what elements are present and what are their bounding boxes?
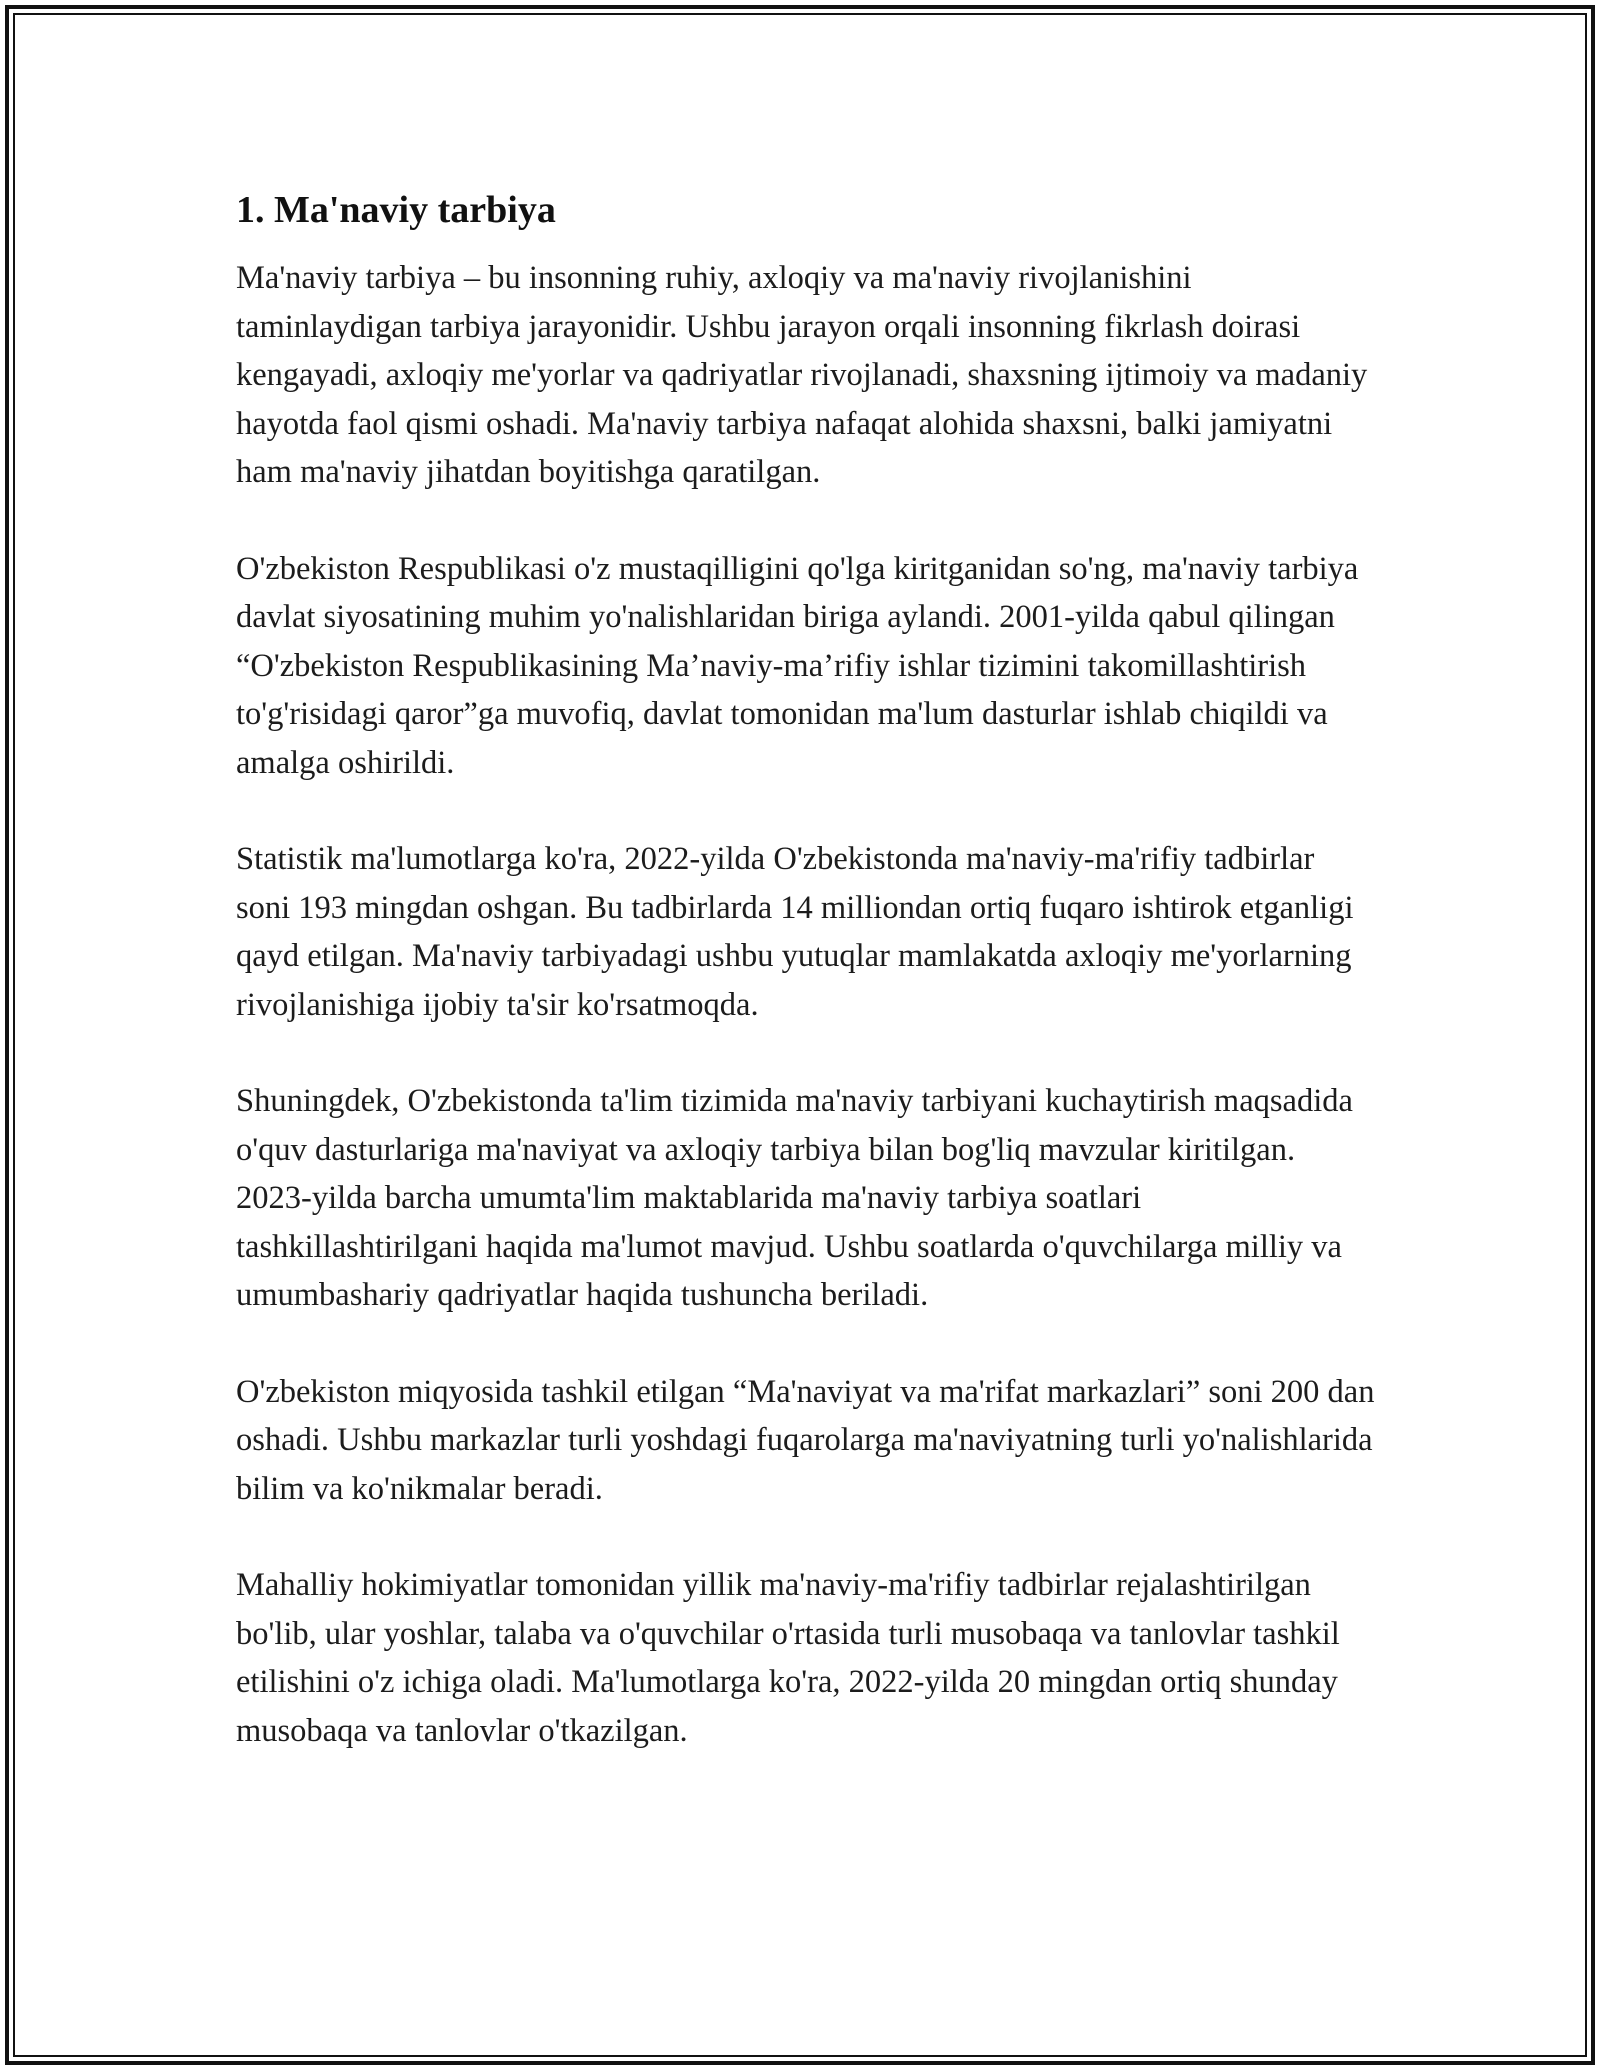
paragraph-education: Shuningdek, O'zbekistonda ta'lim tizimida ma'naviy tarbiyani kuchaytirish maqsadida o'quv dasturlariga ma'naviyat va axloqiy tarbiya bilan bog'liq mavzular kiritilgan. 2023-yilda barcha umumta'lim maktablarida ma'naviy tarbiya soatlari tashkillashtirilgani haqida ma'lumot mavjud. Ushbu soatlarda o'quvchilarga milliy va umumbashariy qadriyatlar haqida tushuncha beriladi.: [236, 1083, 1353, 1313]
paragraph-definition: Ma'naviy tarbiya – bu insonning ruhiy, axloqiy va ma'naviy rivojlanishini taminlaydigan tarbiya jarayonidir. Ushbu jarayon orqali insonning fikrlash doirasi kengayadi, axloqiy me'yorlar va qadriyatlar rivojlanadi, shaxsning ijtimoiy va madaniy hayotda faol qismi oshadi. Ma'naviy tarbiya nafaqat alohida shaxsni, balki jamiyatni ham ma'naviy jihatdan boyitishga qaratilgan.: [236, 260, 1368, 490]
section-title: 1. Ma'naviy tarbiya: [236, 189, 556, 231]
paragraph-local-events: Mahalliy hokimiyatlar tomonidan yillik ma'naviy-ma'rifiy tadbirlar rejalashtirilgan bo'lib, ular yoshlar, talaba va o'quvchilar o'rtasida turli musobaqa va tanlovlar tashkil etilishini o'z ichiga oladi. Ma'lumotlarga ko'ra, 2022-yilda 20 mingdan ortiq shunday musobaqa va tanlovlar o'tkazilgan.: [236, 1567, 1340, 1749]
paragraph-centers: O'zbekiston miqyosida tashkil etilgan “Ma'naviyat va ma'rifat markazlari” soni 200 dan oshadi. Ushbu markazlar turli yoshdagi fuqarolarga ma'naviyatning turli yo'nalishlarida bilim va ko'nikmalar beradi.: [236, 1373, 1375, 1507]
document-body: [236, 186, 1376, 1803]
paragraph-state-policy: O'zbekiston Respublikasi o'z mustaqilligini qo'lga kiritganidan so'ng, ma'naviy tarbiya davlat siyosatining muhim yo'nalishlaridan biriga aylandi. 2001-yilda qabul qilingan “O'zbekiston Respublikasining Ma’naviy-ma’rifiy ishlar tizimini takomillashtirish to'g'risidagi qaror”ga muvofiq, davlat tomonidan ma'lum dasturlar ishlab chiqildi va amalga oshirildi.: [236, 550, 1359, 781]
paragraph-statistics: Statistik ma'lumotlarga ko'ra, 2022-yilda O'zbekistonda ma'naviy-ma'rifiy tadbirlar soni 193 mingdan oshgan. Bu tadbirlarda 14 milliondan ortiq fuqaro ishtirok etganligi qayd etilgan. Ma'naviy tarbiyadagi ushbu yutuqlar mamlakatda axloqiy me'yorlarning rivojlanishiga ijobiy ta'sir ko'rsatmoqda.: [236, 841, 1354, 1023]
